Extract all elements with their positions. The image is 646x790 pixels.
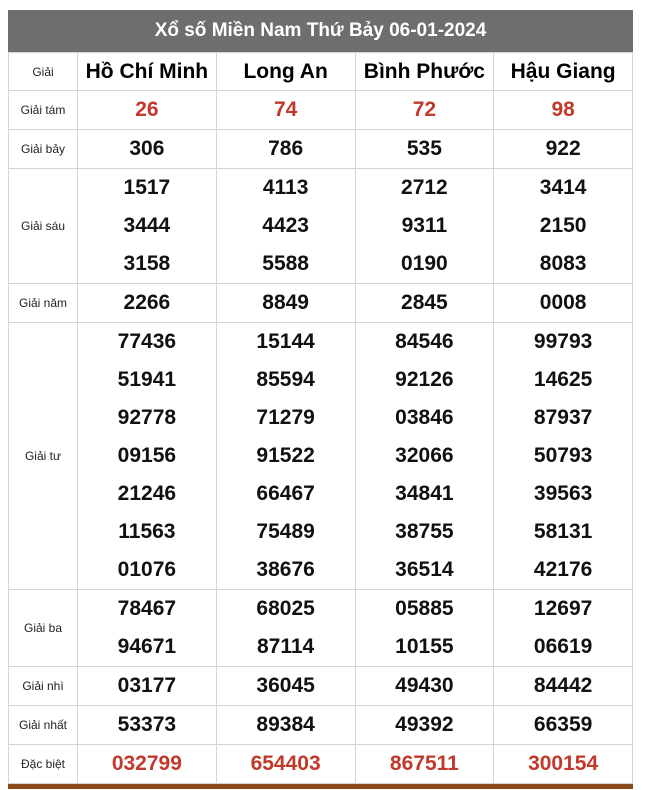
page-title: Xổ số Miền Nam Thứ Bảy 06-01-2024: [8, 10, 633, 52]
table-row: [9, 667, 633, 706]
prize-number: 01076: [117, 558, 177, 581]
table-row: [9, 745, 633, 784]
prize-number: 99793: [533, 330, 593, 353]
prize-number: 8083: [539, 252, 587, 275]
prize-cell: [494, 91, 633, 130]
prize-cell: [216, 706, 355, 745]
table-row: [9, 169, 633, 284]
province-header[interactable]: Hậu Giang: [494, 53, 633, 91]
prize-cell: [216, 667, 355, 706]
prize-number: 38676: [256, 558, 315, 581]
prize-cell: [78, 667, 217, 706]
prize-number: 50793: [533, 444, 593, 467]
prize-number: 3414: [539, 176, 587, 199]
prize-cell: [355, 706, 494, 745]
prize-number: 09156: [117, 444, 177, 467]
prize-number: 26: [135, 98, 159, 121]
prize-number: 2712: [401, 176, 448, 199]
prize-number: 12697: [533, 597, 593, 620]
prize-number: 2845: [401, 291, 448, 314]
prize-number: 786: [268, 137, 304, 160]
prize-number: 2266: [123, 291, 171, 314]
prize-number: 58131: [533, 520, 593, 543]
prize-number: 21246: [117, 482, 177, 505]
prize-number: 0190: [401, 252, 448, 275]
prize-number: 05885: [395, 597, 454, 620]
province-header[interactable]: Long An: [216, 53, 355, 91]
prize-number: 03846: [395, 406, 454, 429]
prize-label: Giải bảy: [9, 130, 78, 169]
prize-cell: [494, 590, 633, 667]
prize-cell: [494, 667, 633, 706]
prize-number: 75489: [256, 520, 315, 543]
prize-number: 03177: [117, 674, 177, 697]
province-header[interactable]: Hồ Chí Minh: [78, 53, 217, 91]
prize-cell: [78, 284, 217, 323]
prize-number: 4113: [262, 176, 309, 199]
prize-number: 306: [129, 137, 165, 160]
table-row: [9, 706, 633, 745]
prize-cell: [355, 130, 494, 169]
prize-number: 34841: [395, 482, 454, 505]
prize-number: 535: [406, 137, 442, 160]
prize-cell: [494, 130, 633, 169]
province-header[interactable]: Bình Phước: [355, 53, 494, 91]
prize-label: Giải tư: [9, 323, 78, 590]
prize-cell: [216, 323, 355, 590]
prize-number: 72: [412, 98, 437, 121]
prize-cell: [355, 667, 494, 706]
prize-number: 92126: [395, 368, 454, 391]
prize-number: 85594: [256, 368, 315, 391]
table-header-row: [9, 53, 633, 91]
prize-cell: [78, 130, 217, 169]
prize-cell: [355, 91, 494, 130]
prize-number: 66467: [256, 482, 315, 505]
prize-cell: [494, 745, 633, 784]
prize-label: Giải tám: [9, 91, 78, 130]
prize-number: 49392: [395, 713, 454, 736]
prize-number: 84442: [533, 674, 593, 697]
prize-number: 15144: [256, 330, 315, 353]
prize-number: 1517: [123, 176, 171, 199]
prize-number: 53373: [117, 713, 177, 736]
prize-label: Giải ba: [9, 590, 78, 667]
prize-number: 39563: [533, 482, 593, 505]
prize-label: Giải nhì: [9, 667, 78, 706]
prize-number: 78467: [117, 597, 177, 620]
prize-cell: [355, 745, 494, 784]
prize-number: 71279: [256, 406, 315, 429]
prize-cell: [355, 284, 494, 323]
prize-number: 49430: [395, 674, 454, 697]
prize-cell: [355, 169, 494, 284]
prize-number: 06619: [533, 635, 593, 658]
prize-cell: [216, 745, 355, 784]
prize-number: 98: [551, 98, 575, 121]
prize-cell: [216, 284, 355, 323]
prize-number: 14625: [533, 368, 593, 391]
prize-number: 4423: [262, 214, 309, 237]
table-row: [9, 590, 633, 667]
prize-cell: [494, 284, 633, 323]
prize-cell: [355, 323, 494, 590]
prize-cell: [78, 590, 217, 667]
prize-number: 36045: [256, 674, 315, 697]
prize-number: 922: [545, 137, 581, 160]
prize-cell: [78, 706, 217, 745]
prize-cell: [78, 169, 217, 284]
prize-number: 92778: [117, 406, 177, 429]
bottom-bar: [8, 784, 633, 789]
table-row: [9, 130, 633, 169]
prize-number: 654403: [250, 752, 321, 775]
prize-number: 89384: [256, 713, 315, 736]
prize-number: 74: [273, 98, 298, 121]
prize-number: 51941: [117, 368, 177, 391]
prize-number: 66359: [533, 713, 593, 736]
prize-label: Đặc biệt: [9, 745, 78, 784]
prize-number: 91522: [256, 444, 315, 467]
header-label: Giải: [9, 53, 78, 91]
prize-cell: [78, 91, 217, 130]
prize-number: 84546: [395, 330, 454, 353]
prize-cell: [494, 706, 633, 745]
prize-number: 87937: [533, 406, 593, 429]
prize-cell: [216, 91, 355, 130]
prize-number: 3444: [123, 214, 171, 237]
table-row: [9, 91, 633, 130]
results-panel: [8, 10, 633, 789]
prize-cell: [216, 130, 355, 169]
prize-label: Giải năm: [9, 284, 78, 323]
prize-number: 0008: [539, 291, 587, 314]
table-row: [9, 323, 633, 590]
prize-cell: [78, 323, 217, 590]
table-row: [9, 284, 633, 323]
prize-number: 032799: [111, 752, 182, 775]
prize-number: 3158: [123, 252, 171, 275]
prize-number: 10155: [395, 635, 454, 658]
prize-cell: [355, 590, 494, 667]
prize-cell: [216, 590, 355, 667]
prize-cell: [494, 169, 633, 284]
prize-number: 87114: [257, 635, 315, 658]
prize-number: 11563: [118, 520, 176, 543]
prize-cell: [216, 169, 355, 284]
prize-label: Giải nhất: [9, 706, 78, 745]
prize-cell: [494, 323, 633, 590]
prize-number: 42176: [533, 558, 593, 581]
prize-number: 38755: [395, 520, 454, 543]
prize-number: 2150: [539, 214, 587, 237]
prize-number: 8849: [262, 291, 309, 314]
prize-cell: [78, 745, 217, 784]
prize-number: 36514: [395, 558, 454, 581]
prize-number: 9311: [401, 214, 448, 237]
prize-number: 77436: [117, 330, 177, 353]
prize-number: 867511: [389, 752, 459, 775]
prize-number: 68025: [256, 597, 315, 620]
prize-number: 5588: [262, 252, 309, 275]
prize-label: Giải sáu: [9, 169, 78, 284]
prize-number: 94671: [117, 635, 177, 658]
prize-number: 300154: [528, 752, 599, 775]
prize-number: 32066: [395, 444, 454, 467]
results-table: [8, 52, 633, 784]
